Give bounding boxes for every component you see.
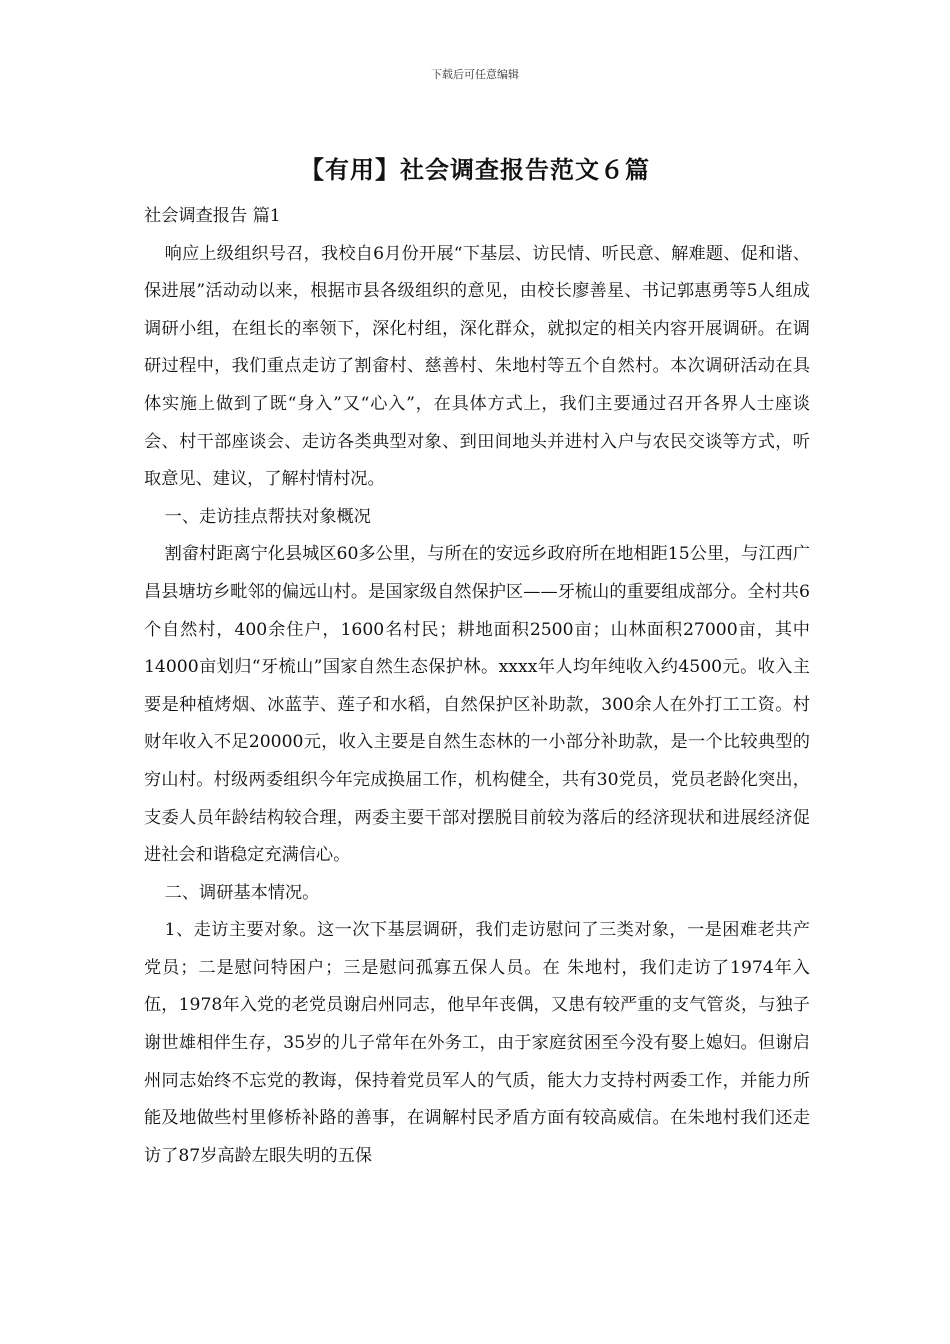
section-heading: 一、走访挂点帮扶对象概况	[164, 506, 371, 527]
body-paragraph: 割畲村距离宁化县城区60多公里，与所在的安远乡政府所在地相距15公里，与江西广昌县塘坊乡毗邻的偏远山村。是国家级自然保护区——牙梳山的重要组成部分。全村共6个自然村，400余住户，1600名村民；耕地面积2500亩；山林面积27000亩，其中14000亩划归“牙梳山”国家自然生态保护林。xxxx年人均年纯收入约4500元。收入主要是种植烤烟、冰蓝芋、莲子和水稻，自然保护区补助款，300余人在外打工工资。村财年收入不足20000元，收入主要是自然生态林的一小部分补助款，是一个比较典型的穷山村。村级两委组织今年完成换届工作，机构健全，共有30党员，党员老龄化突出，支委人员年龄结构较合理，两委主要干部对摆脱目前较为落后的经济现状和进展经济促进社会和谐稳定充满信心。	[144, 544, 810, 866]
document-title: 【有用】社会调查报告范文６篇	[300, 156, 650, 184]
section-heading: 二、调研基本情况。	[164, 882, 320, 903]
body-paragraph: 1、走访主要对象。这一次下基层调研，我们走访慰问了三类对象，一是困难老共产党员；二是慰问特困户；三是慰问孤寡五保人员。在 朱地村，我们走访了1974年入伍，1978年入党的老党员谢启州同志，他早年丧偶，又患有较严重的支气管炎，与独子谢世雄相伴生存，35岁的儿子常年在外务工，由于家庭贫困至今没有娶上媳妇。但谢启州同志始终不忘党的教诲，保持着党员军人的气质，能大力支持村两委工作，并能力所能及地做些村里修桥补路的善事，在调解村民矛盾方面有较高威信。在朱地村我们还走访了87岁高龄左眼失明的五保	[144, 920, 810, 1166]
section-heading: 社会调查报告 篇1	[144, 206, 281, 226]
header-note: 下载后可任意编辑	[431, 68, 519, 81]
body-paragraph: 响应上级组织号召，我校自6月份开展“下基层、访民情、听民意、解难题、促和谐、保进展”活动动以来，根据市县各级组织的意见，由校长廖善星、书记郭惠勇等5人组成调研小组，在组长的率领下，深化村组，深化群众，就拟定的相关内容开展调研。在调研过程中，我们重点走访了割畲村、慈善村、朱地村等五个自然村。本次调研活动在具体实施上做到了既“身入”又“心入”，在具体方式上，我们主要通过召开各界人士座谈会、村干部座谈会、走访各类典型对象、到田间地头并进村入户与农民交谈等方式，听取意见、建议，了解村情村况。	[144, 243, 810, 490]
document-body	[144, 198, 810, 1175]
